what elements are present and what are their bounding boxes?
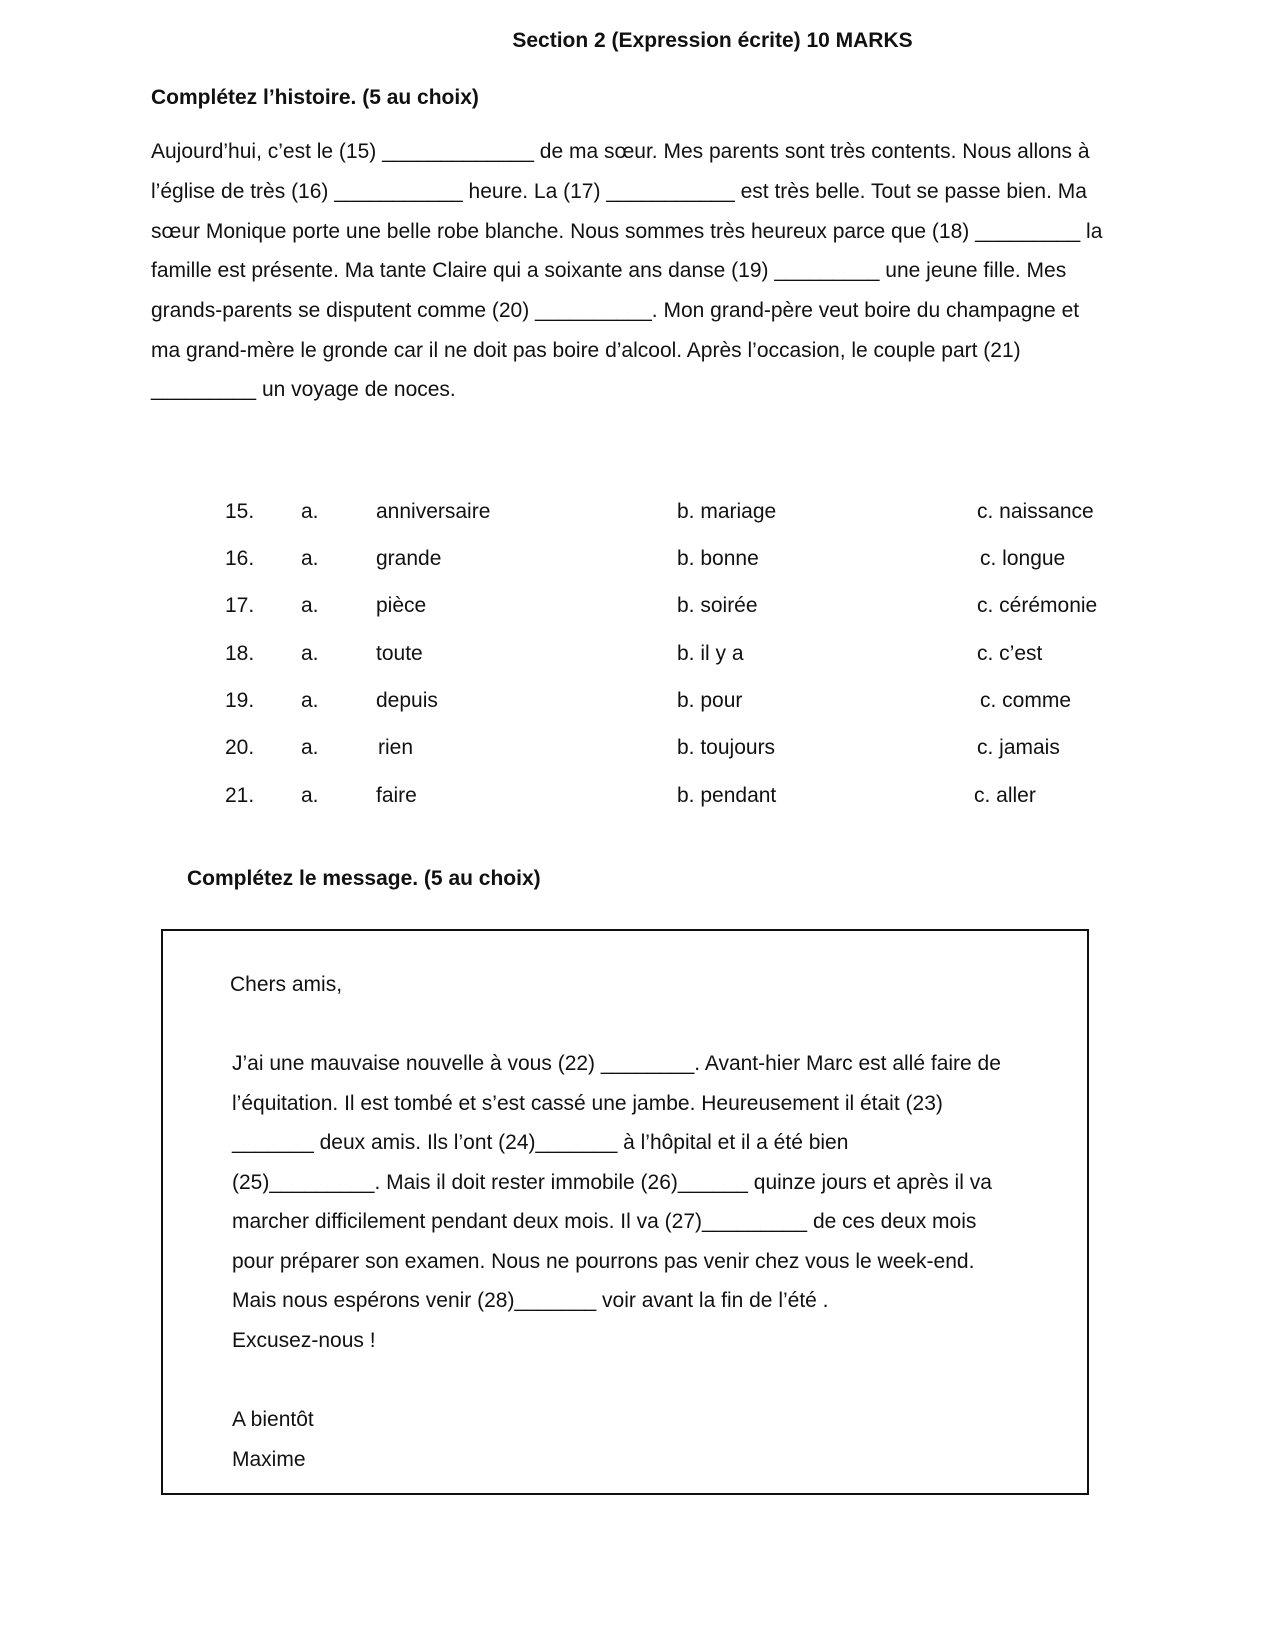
option-a[interactable]: pièce bbox=[376, 594, 427, 617]
option-a[interactable]: depuis bbox=[376, 689, 438, 712]
story-line: grands-parents se disputent comme (20) __________. Mon grand-père veut boire du champagne et bbox=[151, 299, 1080, 322]
message-line: marcher difficilement pendant deux mois. Il va (27)_________ de ces deux mois bbox=[232, 1210, 977, 1233]
message-line: J’ai une mauvaise nouvelle à vous (22) ________. Avant-hier Marc est allé faire de bbox=[232, 1052, 1001, 1075]
option-c[interactable]: c. jamais bbox=[977, 736, 1060, 759]
option-a-letter: a. bbox=[301, 594, 319, 617]
message-heading bbox=[187, 867, 541, 891]
option-a[interactable]: rien bbox=[378, 736, 414, 759]
option-a[interactable]: anniversaire bbox=[376, 500, 491, 523]
message-heading-bold: Complétez le message bbox=[187, 867, 413, 890]
option-a[interactable]: faire bbox=[376, 784, 417, 807]
story-line: Aujourd’hui, c’est le (15) _____________ de ma sœur. Mes parents sont très contents. Nous allons à bbox=[151, 140, 1090, 163]
option-a-letter: a. bbox=[301, 547, 319, 570]
story-line: _________ un voyage de noces. bbox=[151, 378, 456, 401]
message-line: Mais nous espérons venir (28)_______ voir avant la fin de l’été . bbox=[232, 1289, 829, 1312]
option-c[interactable]: c. cérémonie bbox=[977, 594, 1098, 617]
question-number: 16. bbox=[225, 547, 255, 570]
option-a-letter: a. bbox=[301, 736, 319, 759]
message-line: pour préparer son examen. Nous ne pourrons pas venir chez vous le week-end. bbox=[232, 1250, 975, 1273]
option-b[interactable]: b. mariage bbox=[677, 500, 777, 523]
message-closing: A bientôt bbox=[232, 1408, 314, 1431]
option-b[interactable]: b. bonne bbox=[677, 547, 759, 570]
option-b[interactable]: b. il y a bbox=[677, 642, 744, 665]
message-greeting: Chers amis, bbox=[230, 973, 343, 996]
option-b[interactable]: b. pendant bbox=[677, 784, 777, 807]
question-number: 19. bbox=[225, 689, 255, 712]
option-a-letter: a. bbox=[301, 642, 319, 665]
option-c[interactable]: c. aller bbox=[974, 784, 1036, 807]
message-line: l’équitation. Il est tombé et s’est cassé une jambe. Heureusement il était (23) bbox=[232, 1092, 943, 1115]
option-b[interactable]: b. toujours bbox=[677, 736, 776, 759]
story-heading: Complétez l’histoire. (5 au choix) bbox=[151, 86, 479, 109]
option-c[interactable]: c. comme bbox=[980, 689, 1072, 712]
question-number: 20. bbox=[225, 736, 255, 759]
question-number: 17. bbox=[225, 594, 255, 617]
message-line: Excusez-nous ! bbox=[232, 1329, 376, 1352]
message-line: (25)_________. Mais il doit rester immobile (26)______ quinze jours et après il va bbox=[232, 1171, 992, 1194]
question-number: 15. bbox=[225, 500, 255, 523]
option-a-letter: a. bbox=[301, 500, 319, 523]
story-line: sœur Monique porte une belle robe blanche. Nous sommes très heureux parce que (18) _________ la bbox=[151, 220, 1103, 243]
option-c[interactable]: c. longue bbox=[980, 547, 1066, 570]
option-b[interactable]: b. pour bbox=[677, 689, 743, 712]
message-signature: Maxime bbox=[232, 1448, 306, 1471]
option-a[interactable]: grande bbox=[376, 547, 442, 570]
story-line: l’église de très (16) ___________ heure. La (17) ___________ est très belle. Tout se passe bien. Ma bbox=[151, 180, 1087, 203]
option-c[interactable]: c. naissance bbox=[977, 500, 1094, 523]
story-line: ma grand-mère le gronde car il ne doit pas boire d’alcool. Après l’occasion, le couple part (21) bbox=[151, 339, 1021, 362]
section-title: Section 2 (Expression écrite) 10 MARKS bbox=[512, 29, 913, 52]
option-a-letter: a. bbox=[301, 784, 319, 807]
question-number: 21. bbox=[225, 784, 255, 807]
option-c[interactable]: c. c’est bbox=[977, 642, 1043, 665]
option-b[interactable]: b. soirée bbox=[677, 594, 758, 617]
question-number: 18. bbox=[225, 642, 255, 665]
message-heading-rest: . (5 au choix) bbox=[412, 867, 541, 890]
story-line: famille est présente. Ma tante Claire qui a soixante ans danse (19) _________ une jeune fille. Mes bbox=[151, 259, 1067, 282]
option-a-letter: a. bbox=[301, 689, 319, 712]
message-line: _______ deux amis. Ils l’ont (24)_______ à l’hôpital et il a été bien bbox=[232, 1131, 849, 1154]
option-a[interactable]: toute bbox=[376, 642, 423, 665]
